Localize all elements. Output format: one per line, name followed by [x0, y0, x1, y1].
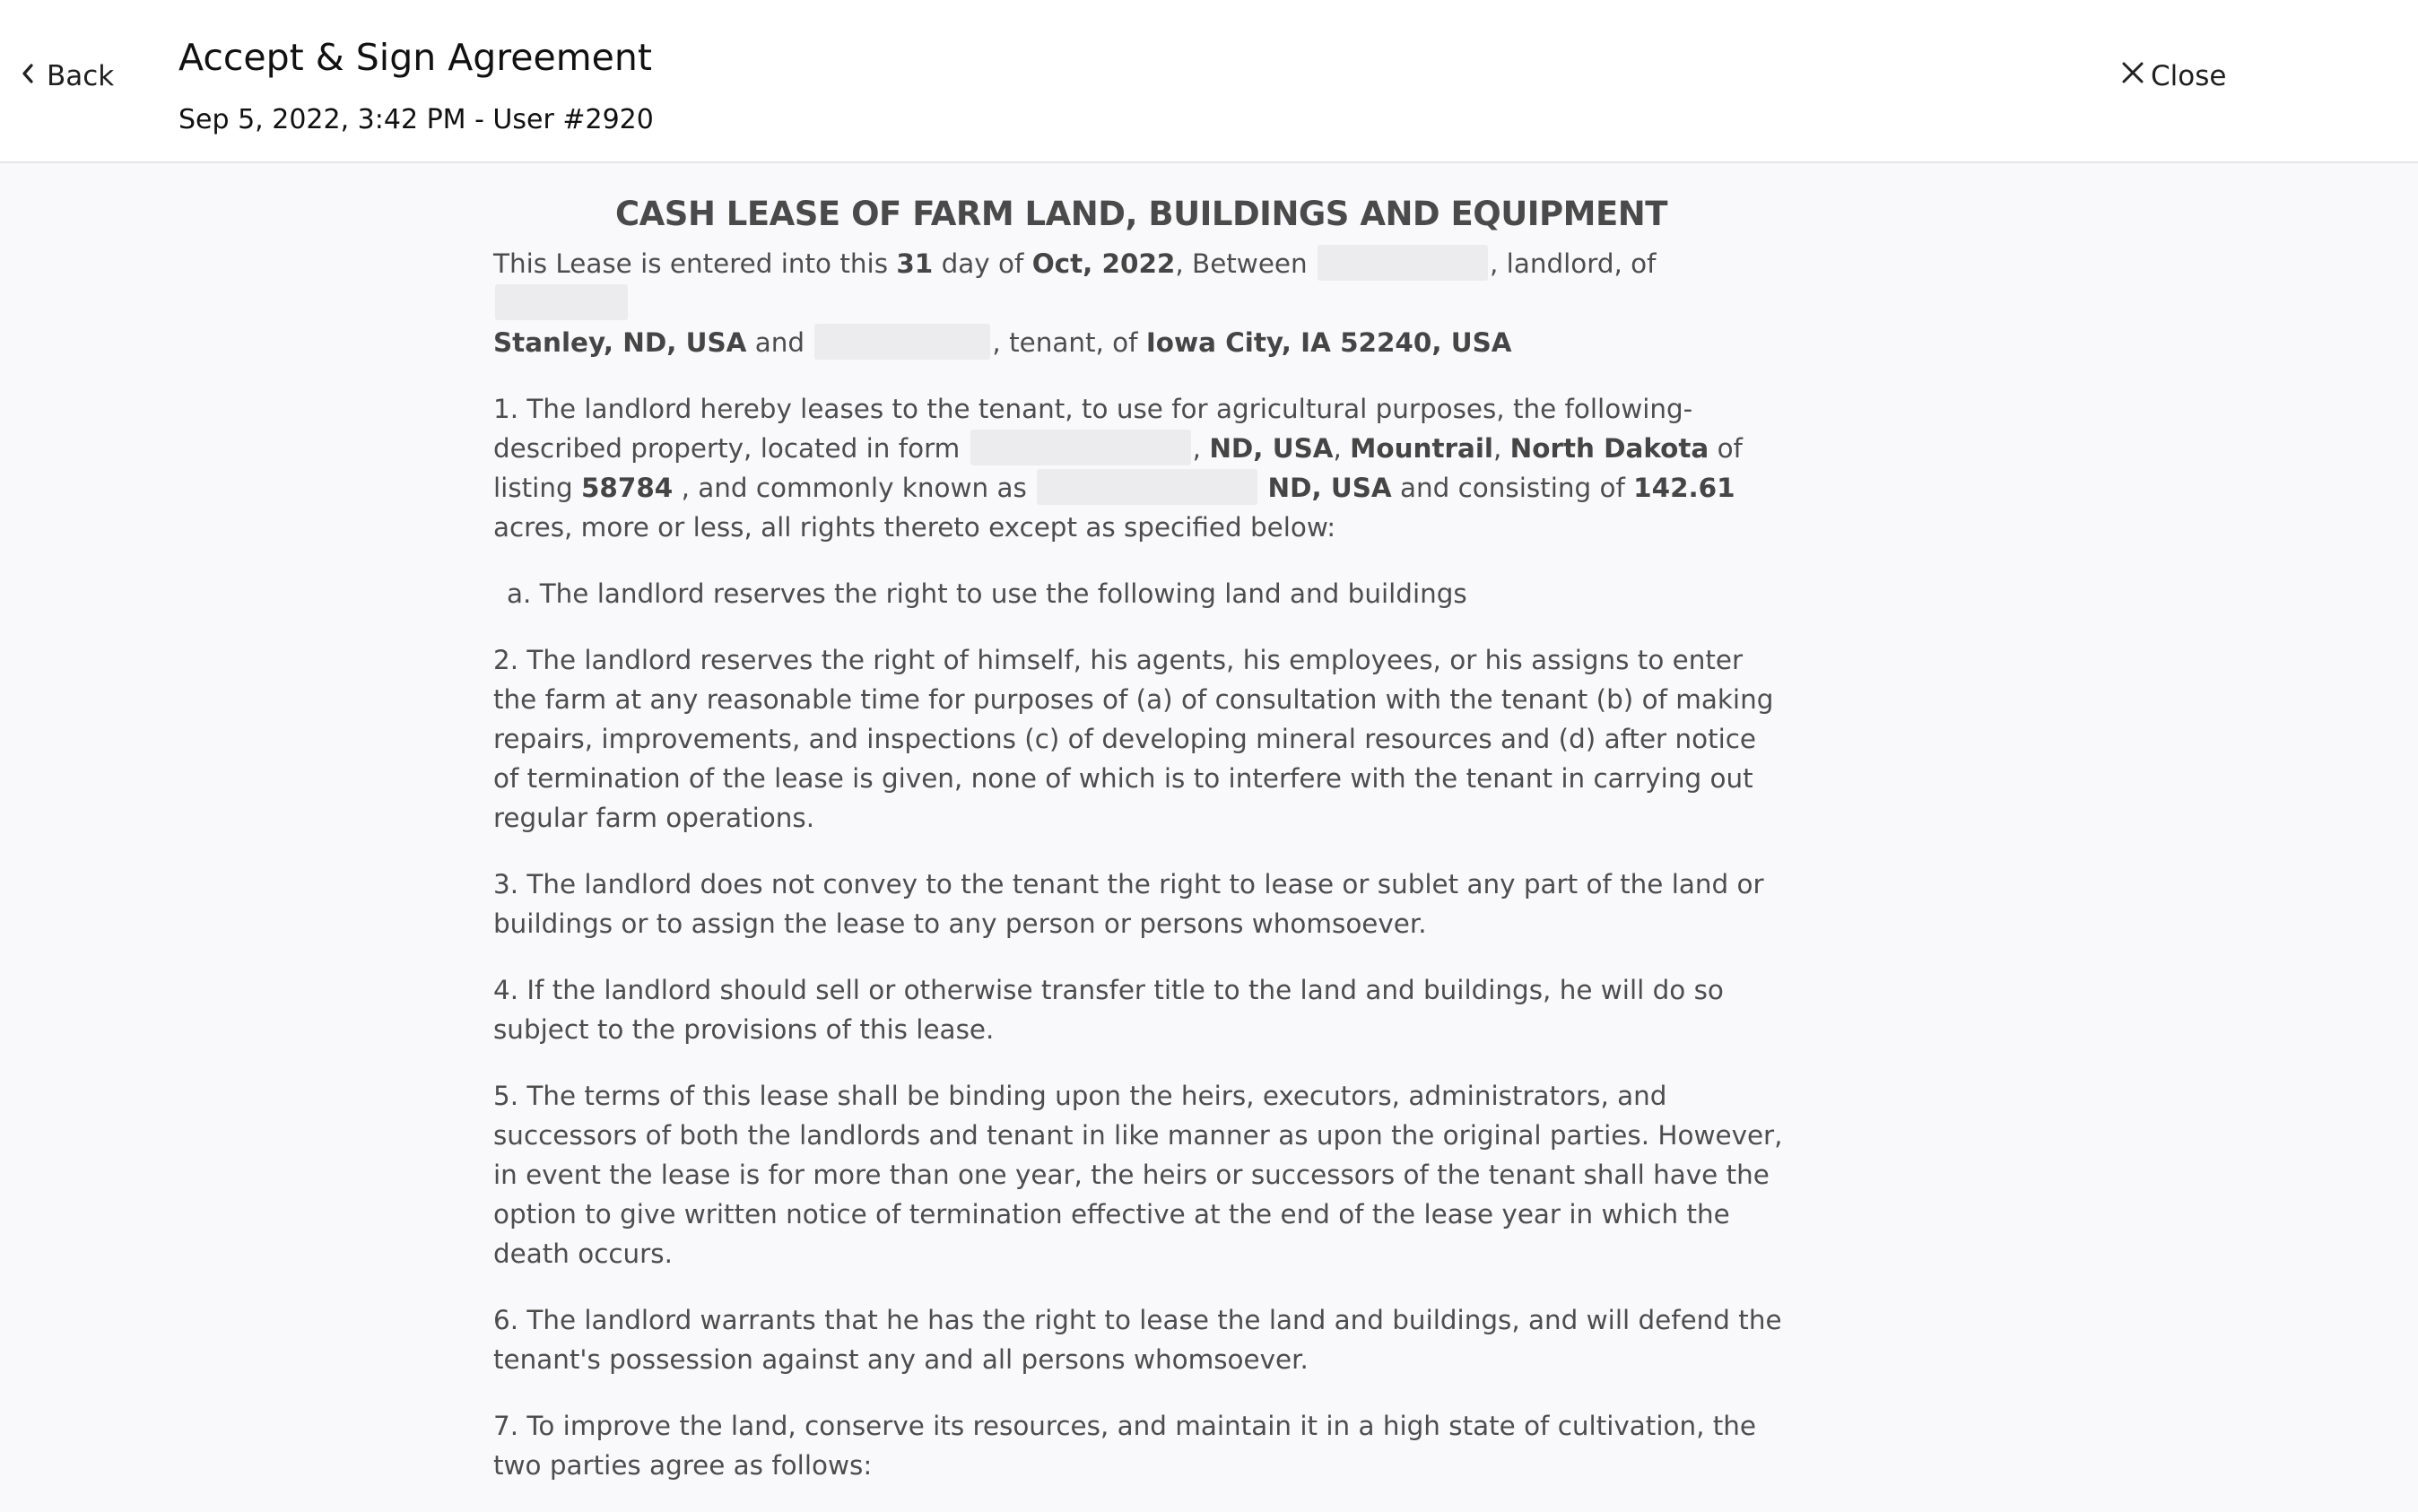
clause-1-text: ,	[1192, 433, 1210, 464]
property-state: North Dakota	[1509, 433, 1709, 464]
redacted-property-address	[970, 430, 1191, 465]
close-label: Close	[2151, 60, 2227, 92]
listing-number: 58784	[580, 473, 674, 503]
chevron-left-icon	[20, 60, 36, 92]
redacted-tenant-name	[814, 324, 990, 360]
redacted-landlord-address	[495, 284, 628, 320]
clause-1-text: acres, more or less, all rights thereto except as specified below:	[493, 512, 1336, 543]
page-subtitle: Sep 5, 2022, 3:42 PM - User #2920	[178, 104, 654, 135]
intro-text: , Between	[1175, 248, 1316, 279]
intro-text: This Lease is entered into this	[493, 248, 897, 279]
clause-5: 5. The terms of this lease shall be binding upon the heirs, executors, administrators, and successors of both the landlords and tenant in like manner as upon the original parties. However, in event the lease is for more than one year, the heirs or successors of the tenant shall have the option to give written notice of termination effective at the end of the lease year in which the death occurs.	[493, 1081, 1783, 1269]
clause-6: 6. The landlord warrants that he has the right to lease the land and buildings, and will defend the tenant's possession against any and all persons whomsoever.	[493, 1305, 1782, 1375]
clause-1-text: ,	[1492, 433, 1510, 464]
close-icon	[2120, 60, 2145, 92]
property-state-country: ND, USA	[1209, 433, 1334, 464]
known-as-location: ND, USA	[1267, 473, 1392, 503]
redacted-common-name	[1037, 469, 1257, 505]
close-button[interactable]	[2120, 56, 2226, 97]
redacted-landlord-name	[1318, 245, 1488, 281]
intro-text: day of	[933, 248, 1032, 279]
property-county: Mountrail	[1350, 433, 1493, 464]
clause-1-text: 1. The landlord hereby leases to the tenant, to use for agricultural purposes, the following-described property, located in form	[493, 394, 1693, 464]
clause-2: 2. The landlord reserves the right of himself, his agents, his employees, or his assigns to enter the farm at any reasonable time for purposes of (a) of consultation with the tenant (b) of making repairs, improvements, and inspections (c) of developing mineral resources and (d) after notice of termination of the lease is given, none of which is to interfere with the tenant in carrying out regular farm operations.	[493, 645, 1774, 833]
page-title: Accept & Sign Agreement	[178, 36, 652, 79]
clause-1-text: and consisting of	[1391, 473, 1634, 503]
clause-1-text: of listing	[493, 433, 1743, 503]
intro-text: and	[746, 327, 813, 358]
clause-1-text: ,	[1333, 433, 1351, 464]
top-bar	[0, 0, 2418, 163]
landlord-location: Stanley, ND, USA	[493, 327, 747, 358]
acreage: 142.61	[1633, 473, 1735, 503]
tenant-location: Iowa City, IA 52240, USA	[1145, 327, 1512, 358]
intro-text: , landlord, of	[1489, 248, 1657, 279]
clause-1a: a. The landlord reserves the right to use the following land and buildings	[507, 578, 1467, 609]
clause-3: 3. The landlord does not convey to the tenant the right to lease or sublet any part of the land or buildings or to assign the lease to any person or persons whomsoever.	[493, 869, 1764, 939]
lease-month-year: Oct, 2022	[1031, 248, 1176, 279]
clause-7: 7. To improve the land, conserve its resources, and maintain it in a high state of cultivation, the two parties agree as follows:	[493, 1411, 1757, 1481]
document-title: CASH LEASE OF FARM LAND, BUILDINGS AND EQUIPMENT	[615, 195, 1667, 233]
agreement-document	[493, 163, 1789, 1512]
clause-1	[493, 389, 1789, 547]
back-label: Back	[47, 60, 115, 92]
intro-text: , tenant, of	[992, 327, 1146, 358]
clause-4: 4. If the landlord should sell or otherwise transfer title to the land and buildings, he will do so subject to the provisions of this lease.	[493, 975, 1724, 1045]
clause-1-text: , and commonly known as	[673, 473, 1036, 503]
lease-day: 31	[896, 248, 934, 279]
intro-paragraph	[493, 244, 1789, 362]
back-button[interactable]	[20, 56, 114, 97]
